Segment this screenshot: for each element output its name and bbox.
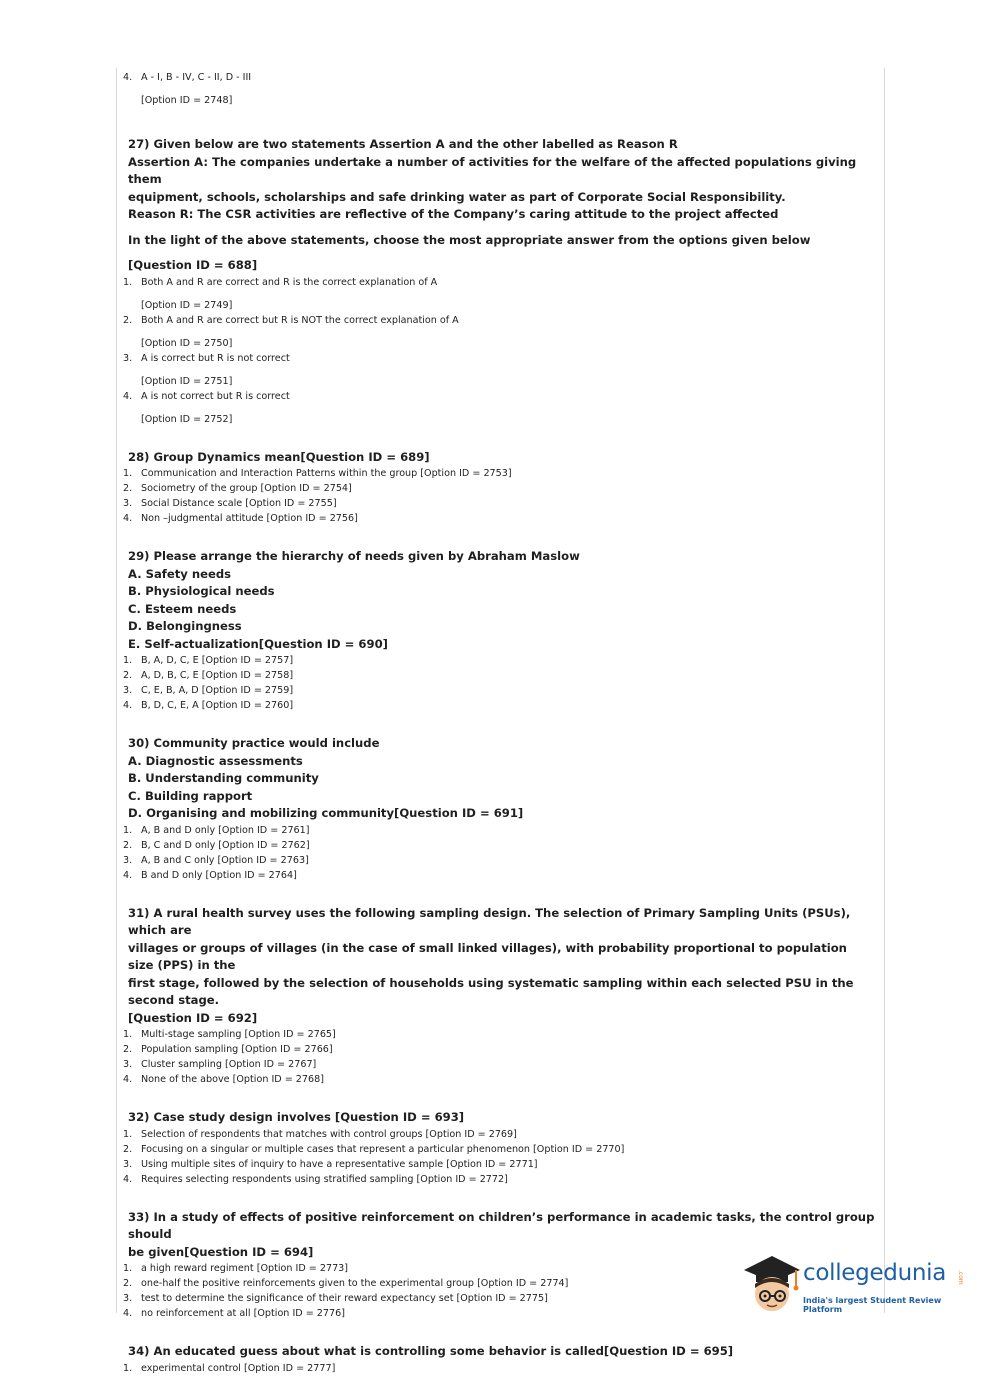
option-number: 2. (123, 483, 133, 494)
logo-tagline: India's largest Student Review Platform (803, 1296, 942, 1314)
option-item (123, 1042, 875, 1057)
option-item (123, 511, 875, 526)
option-item (123, 668, 875, 683)
option-id: [Option ID = 2749] (141, 299, 233, 311)
option-number: 1. (123, 1362, 133, 1374)
question-text: D. Belongingness (128, 619, 242, 633)
option-number: 3. (123, 498, 133, 509)
option-text: a high reward regiment [Option ID = 2773] (141, 1263, 349, 1274)
question-text: B. Understanding community (128, 771, 319, 785)
question-text: A. Safety needs (128, 566, 232, 581)
option-text: test to determine the significance of their reward expectancy set [Option ID = 2775] (141, 1293, 548, 1304)
question-text: Reason R: The CSR activities are reflective of the Company’s caring attitude to the project affected (128, 207, 779, 221)
question-text: In the light of the above statements, choose the most appropriate answer from the options given below (128, 232, 811, 247)
option-text: A is correct but R is not correct (141, 352, 290, 364)
question-31 (123, 905, 875, 1088)
option-item (123, 1127, 875, 1142)
logo-domain: .com (957, 1270, 964, 1285)
option-number: 1. (123, 276, 133, 288)
option-item (123, 1072, 875, 1087)
option-item (123, 481, 875, 496)
option-number: 4. (123, 1173, 133, 1185)
option-item (123, 1142, 875, 1157)
option-number: 1. (123, 468, 133, 479)
option-text: experimental control [Option ID = 2777] (141, 1362, 336, 1374)
question-text: 27) Given below are two statements Assertion A and the other labelled as Reason R (128, 137, 678, 151)
option-item (123, 313, 875, 328)
question-id: [Question ID = 692] (128, 1010, 258, 1025)
option-number: 3. (123, 1293, 133, 1304)
question-text: 28) Group Dynamics mean[Question ID = 689] (128, 449, 430, 464)
option-number: 2. (123, 1143, 133, 1155)
question-34 (123, 1343, 875, 1376)
option-number: 1. (123, 1029, 133, 1040)
option-item (123, 1057, 875, 1072)
question-text: 33) In a study of effects of positive reinforcement on children’s performance in academic tasks, the control group should (128, 1209, 875, 1241)
question-text: 30) Community practice would include (128, 736, 380, 750)
option-item (123, 1172, 875, 1187)
question-text: A. Diagnostic assessments (128, 753, 303, 768)
option-text: Population sampling [Option ID = 2766] (141, 1044, 333, 1055)
option-text: one-half the positive reinforcements given to the experimental group [Option ID = 2774] (141, 1278, 569, 1289)
option-number: 3. (123, 1158, 133, 1170)
option-number: 3. (123, 685, 133, 696)
option-number: 3. (123, 1059, 133, 1070)
question-text: C. Building rapport (128, 788, 253, 803)
option-id: [Option ID = 2748] (141, 95, 233, 106)
page-border-left (116, 68, 117, 1313)
option-text: Using multiple sites of inquiry to have a representative sample [Option ID = 2771] (141, 1158, 538, 1170)
option-text: B, C and D only [Option ID = 2762] (141, 839, 310, 851)
option-item (123, 853, 875, 868)
option-item (123, 275, 875, 290)
option-number: 4. (123, 700, 133, 711)
option-number: 2. (123, 314, 133, 326)
option-number: 3. (123, 352, 133, 364)
option-text: Cluster sampling [Option ID = 2767] (141, 1059, 317, 1070)
question-text: 34) An educated guess about what is controlling some behavior is called[Question ID = 695] (128, 1344, 734, 1358)
option-text: Both A and R are correct but R is NOT the correct explanation of A (141, 314, 459, 326)
question-28 (123, 449, 875, 527)
option-number: 4. (123, 1308, 133, 1319)
option-number: 1. (123, 1128, 133, 1140)
option-number: 4. (123, 513, 133, 524)
option-item (123, 653, 875, 668)
option-item (123, 838, 875, 853)
option-text: A is not correct but R is correct (141, 390, 290, 402)
option-text: Requires selecting respondents using stratified sampling [Option ID = 2772] (141, 1173, 508, 1185)
option-text: A, D, B, C, E [Option ID = 2758] (141, 670, 294, 681)
question-text: 32) Case study design involves [Question ID = 693] (128, 1110, 465, 1124)
question-text: E. Self-actualization[Question ID = 690] (128, 636, 388, 651)
option-text: Multi-stage sampling [Option ID = 2765] (141, 1029, 336, 1040)
question-32 (123, 1109, 875, 1187)
option-number: 1. (123, 1263, 133, 1274)
option-number: 2. (123, 670, 133, 681)
option-item (123, 868, 875, 883)
option-item (123, 1157, 875, 1172)
option-number: 4. (123, 1074, 133, 1085)
option-item (123, 496, 875, 511)
option-item (123, 823, 875, 838)
question-id: [Question ID = 688] (128, 258, 258, 272)
option-number: 4. (123, 869, 133, 881)
option-id: [Option ID = 2752] (141, 413, 233, 425)
option-item (123, 1361, 875, 1376)
question-text: 31) A rural health survey uses the following sampling design. The selection of Primary Sampling Units (PSUs), which are (128, 905, 851, 937)
collegedunia-logo[interactable] (742, 1248, 970, 1318)
document-content (123, 70, 875, 1376)
option-text: A - I, B - IV, C - II, D - III (141, 72, 252, 83)
page-border-right (884, 68, 885, 1313)
option-text: no reinforcement at all [Option ID = 2776] (141, 1308, 345, 1319)
question-text: equipment, schools, scholarships and safe drinking water as part of Corporate Social Responsibility. (128, 189, 786, 204)
option-item (123, 389, 875, 404)
question-text: villages or groups of villages (in the case of small linked villages), with probability proportional to population size (PPS) in the (128, 940, 847, 972)
option-number: 3. (123, 854, 133, 866)
option-text: Both A and R are correct and R is the correct explanation of A (141, 276, 438, 288)
mascot-icon (742, 1248, 802, 1318)
option-text: None of the above [Option ID = 2768] (141, 1074, 324, 1085)
question-text: C. Esteem needs (128, 601, 237, 616)
logo-wordmark: collegedunia (803, 1260, 947, 1286)
question-text: B. Physiological needs (128, 584, 275, 598)
question-29 (123, 548, 875, 713)
option-text: B, D, C, E, A [Option ID = 2760] (141, 700, 294, 711)
option-text: Communication and Interaction Patterns within the group [Option ID = 2753] (141, 468, 512, 479)
option-number: 4. (123, 390, 133, 402)
option-number: 2. (123, 839, 133, 851)
question-text: 29) Please arrange the hierarchy of needs given by Abraham Maslow (128, 549, 580, 563)
question-text: Assertion A: The companies undertake a number of activities for the welfare of the affected populations giving them (128, 154, 857, 186)
option-item (123, 683, 875, 698)
question-text: D. Organising and mobilizing community[Question ID = 691] (128, 806, 524, 820)
option-number: 2. (123, 1278, 133, 1289)
option-text: Sociometry of the group [Option ID = 2754] (141, 483, 352, 494)
option-number: 1. (123, 655, 133, 666)
question-text: first stage, followed by the selection of households using systematic sampling within each selected PSU in the second stage. (128, 975, 854, 1007)
option-item (123, 1027, 875, 1042)
option-number: 1. (123, 824, 133, 836)
option-id: [Option ID = 2751] (141, 375, 233, 387)
option-text: Focusing on a singular or multiple cases that represent a particular phenomenon [Option ID = 2770] (141, 1143, 625, 1155)
option-number: 2. (123, 1044, 133, 1055)
question-27 (123, 136, 875, 427)
question-text: be given[Question ID = 694] (128, 1244, 314, 1259)
option-id: [Option ID = 2750] (141, 337, 233, 349)
option-item (123, 698, 875, 713)
option-item (123, 70, 875, 85)
option-text: A, B and D only [Option ID = 2761] (141, 824, 310, 836)
option-text: A, B and C only [Option ID = 2763] (141, 854, 309, 866)
option-number: 4. (123, 72, 133, 83)
option-text: Social Distance scale [Option ID = 2755] (141, 498, 337, 509)
option-text: B and D only [Option ID = 2764] (141, 869, 297, 881)
option-text: B, A, D, C, E [Option ID = 2757] (141, 655, 294, 666)
option-item (123, 466, 875, 481)
option-item (123, 351, 875, 366)
option-text: C, E, B, A, D [Option ID = 2759] (141, 685, 294, 696)
option-text: Selection of respondents that matches with control groups [Option ID = 2769] (141, 1128, 517, 1140)
question-30 (123, 735, 875, 883)
option-text: Non –judgmental attitude [Option ID = 2756] (141, 513, 358, 524)
